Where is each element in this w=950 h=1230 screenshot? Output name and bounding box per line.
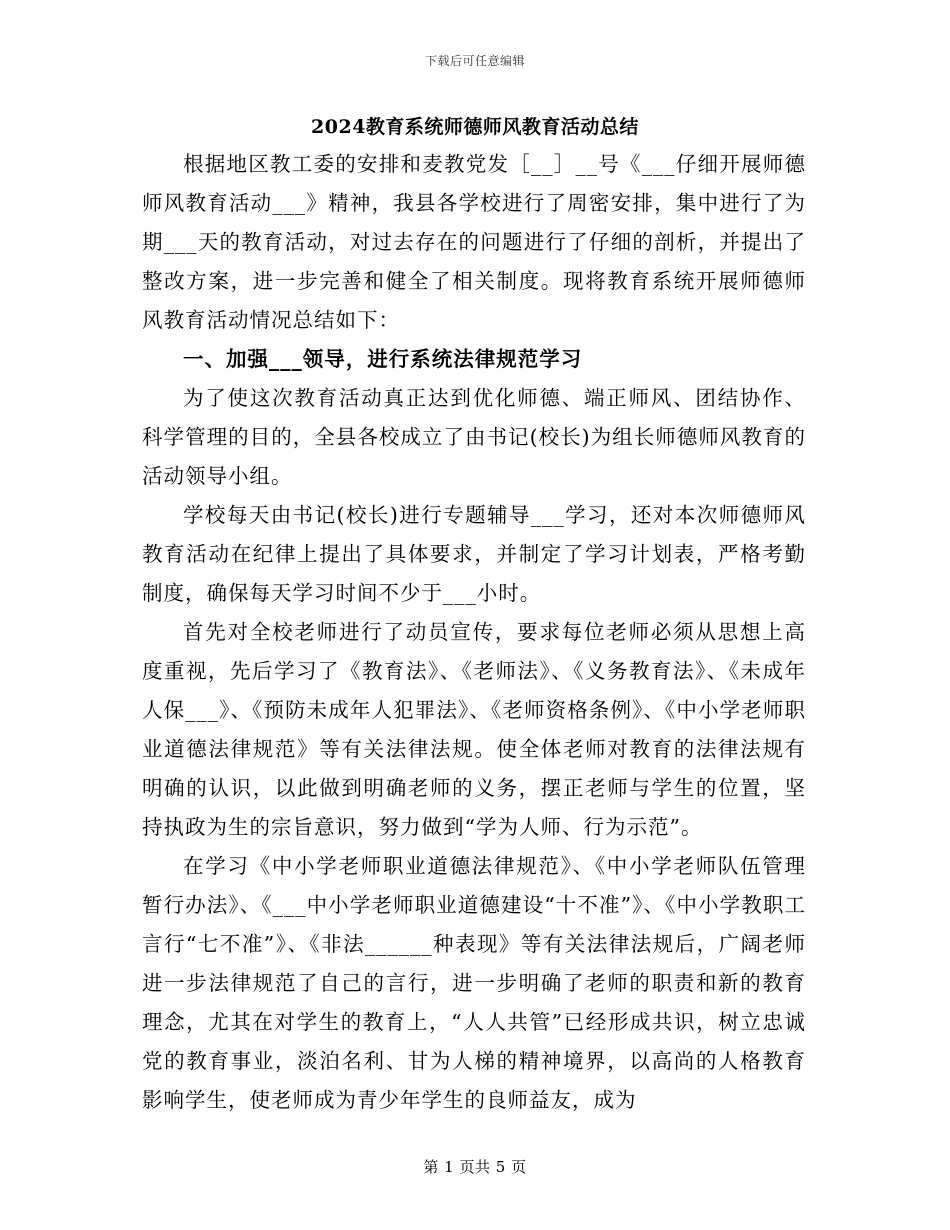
paragraph-leadership-group: 为了使这次教育活动真正达到优化师德、端正师风、团结协作、科学管理的目的，全县各校成立了由书记(校长)为组长师德师风教育的活动领导小组。 — [142, 386, 806, 488]
paragraph-intro: 根据地区教工委的安排和麦教党发［__］__号《___仔细开展师德师风教育活动___》精神，我县各学校进行了周密安排，集中进行了为期___天的教育活动，对过去存在的问题进行了仔细的剖析，并提出了整改方案，进一步完善和健全了相关制度。现将教育系统开展师德师风教育活动情况总结如下： — [142, 152, 806, 332]
paragraph-code-of-conduct: 在学习《中小学老师职业道德法律规范》、《中小学老师队伍管理暂行办法》、《___中小学老师职业道德建设“十不准”》、《中小学教职工言行“七不准”》、《非法______种表现》等有关法律法规后，广阔老师进一步法律规范了自己的言行，进一步明确了老师的职责和新的教育理念，尤其在对学生的教育上，“人人共管”已经形成共识，树立忠诚党的教育事业，淡泊名利、甘为人梯的精神境界，以高尚的人格教育影响学生，使老师成为青少年学生的良师益友，成为 — [142, 854, 806, 1112]
paragraph-law-study: 首先对全校老师进行了动员宣传，要求每位老师必须从思想上高度重视，先后学习了《教育法》、《老师法》、《义务教育法》、《未成年人保___》、《预防未成年人犯罪法》、《老师资格条例》、《中小学老师职业道德法律规范》等有关法律法规。使全体老师对教育的法律法规有明确的认识，以此做到明确老师的义务，摆正老师与学生的位置，坚持执政为生的宗旨意识，努力做到“学为人师、行为示范”。 — [142, 620, 806, 839]
document-body — [142, 145, 806, 1120]
section-heading-1: 一、加强___领导，进行系统法律规范学习 — [183, 347, 583, 371]
paragraph-daily-study: 学校每天由书记(校长)进行专题辅导___学习，还对本次师德师风教育活动在纪律上提出了具体要求，并制定了学习计划表，严格考勤制度，确保每天学习时间不少于___小时。 — [142, 503, 806, 605]
page-footer: 第 1 页共 5 页 — [423, 1158, 527, 1176]
document-title: 2024教育系统师德师风教育活动总结 — [311, 116, 639, 138]
page-header-note: 下载后可任意编辑 — [424, 54, 525, 68]
